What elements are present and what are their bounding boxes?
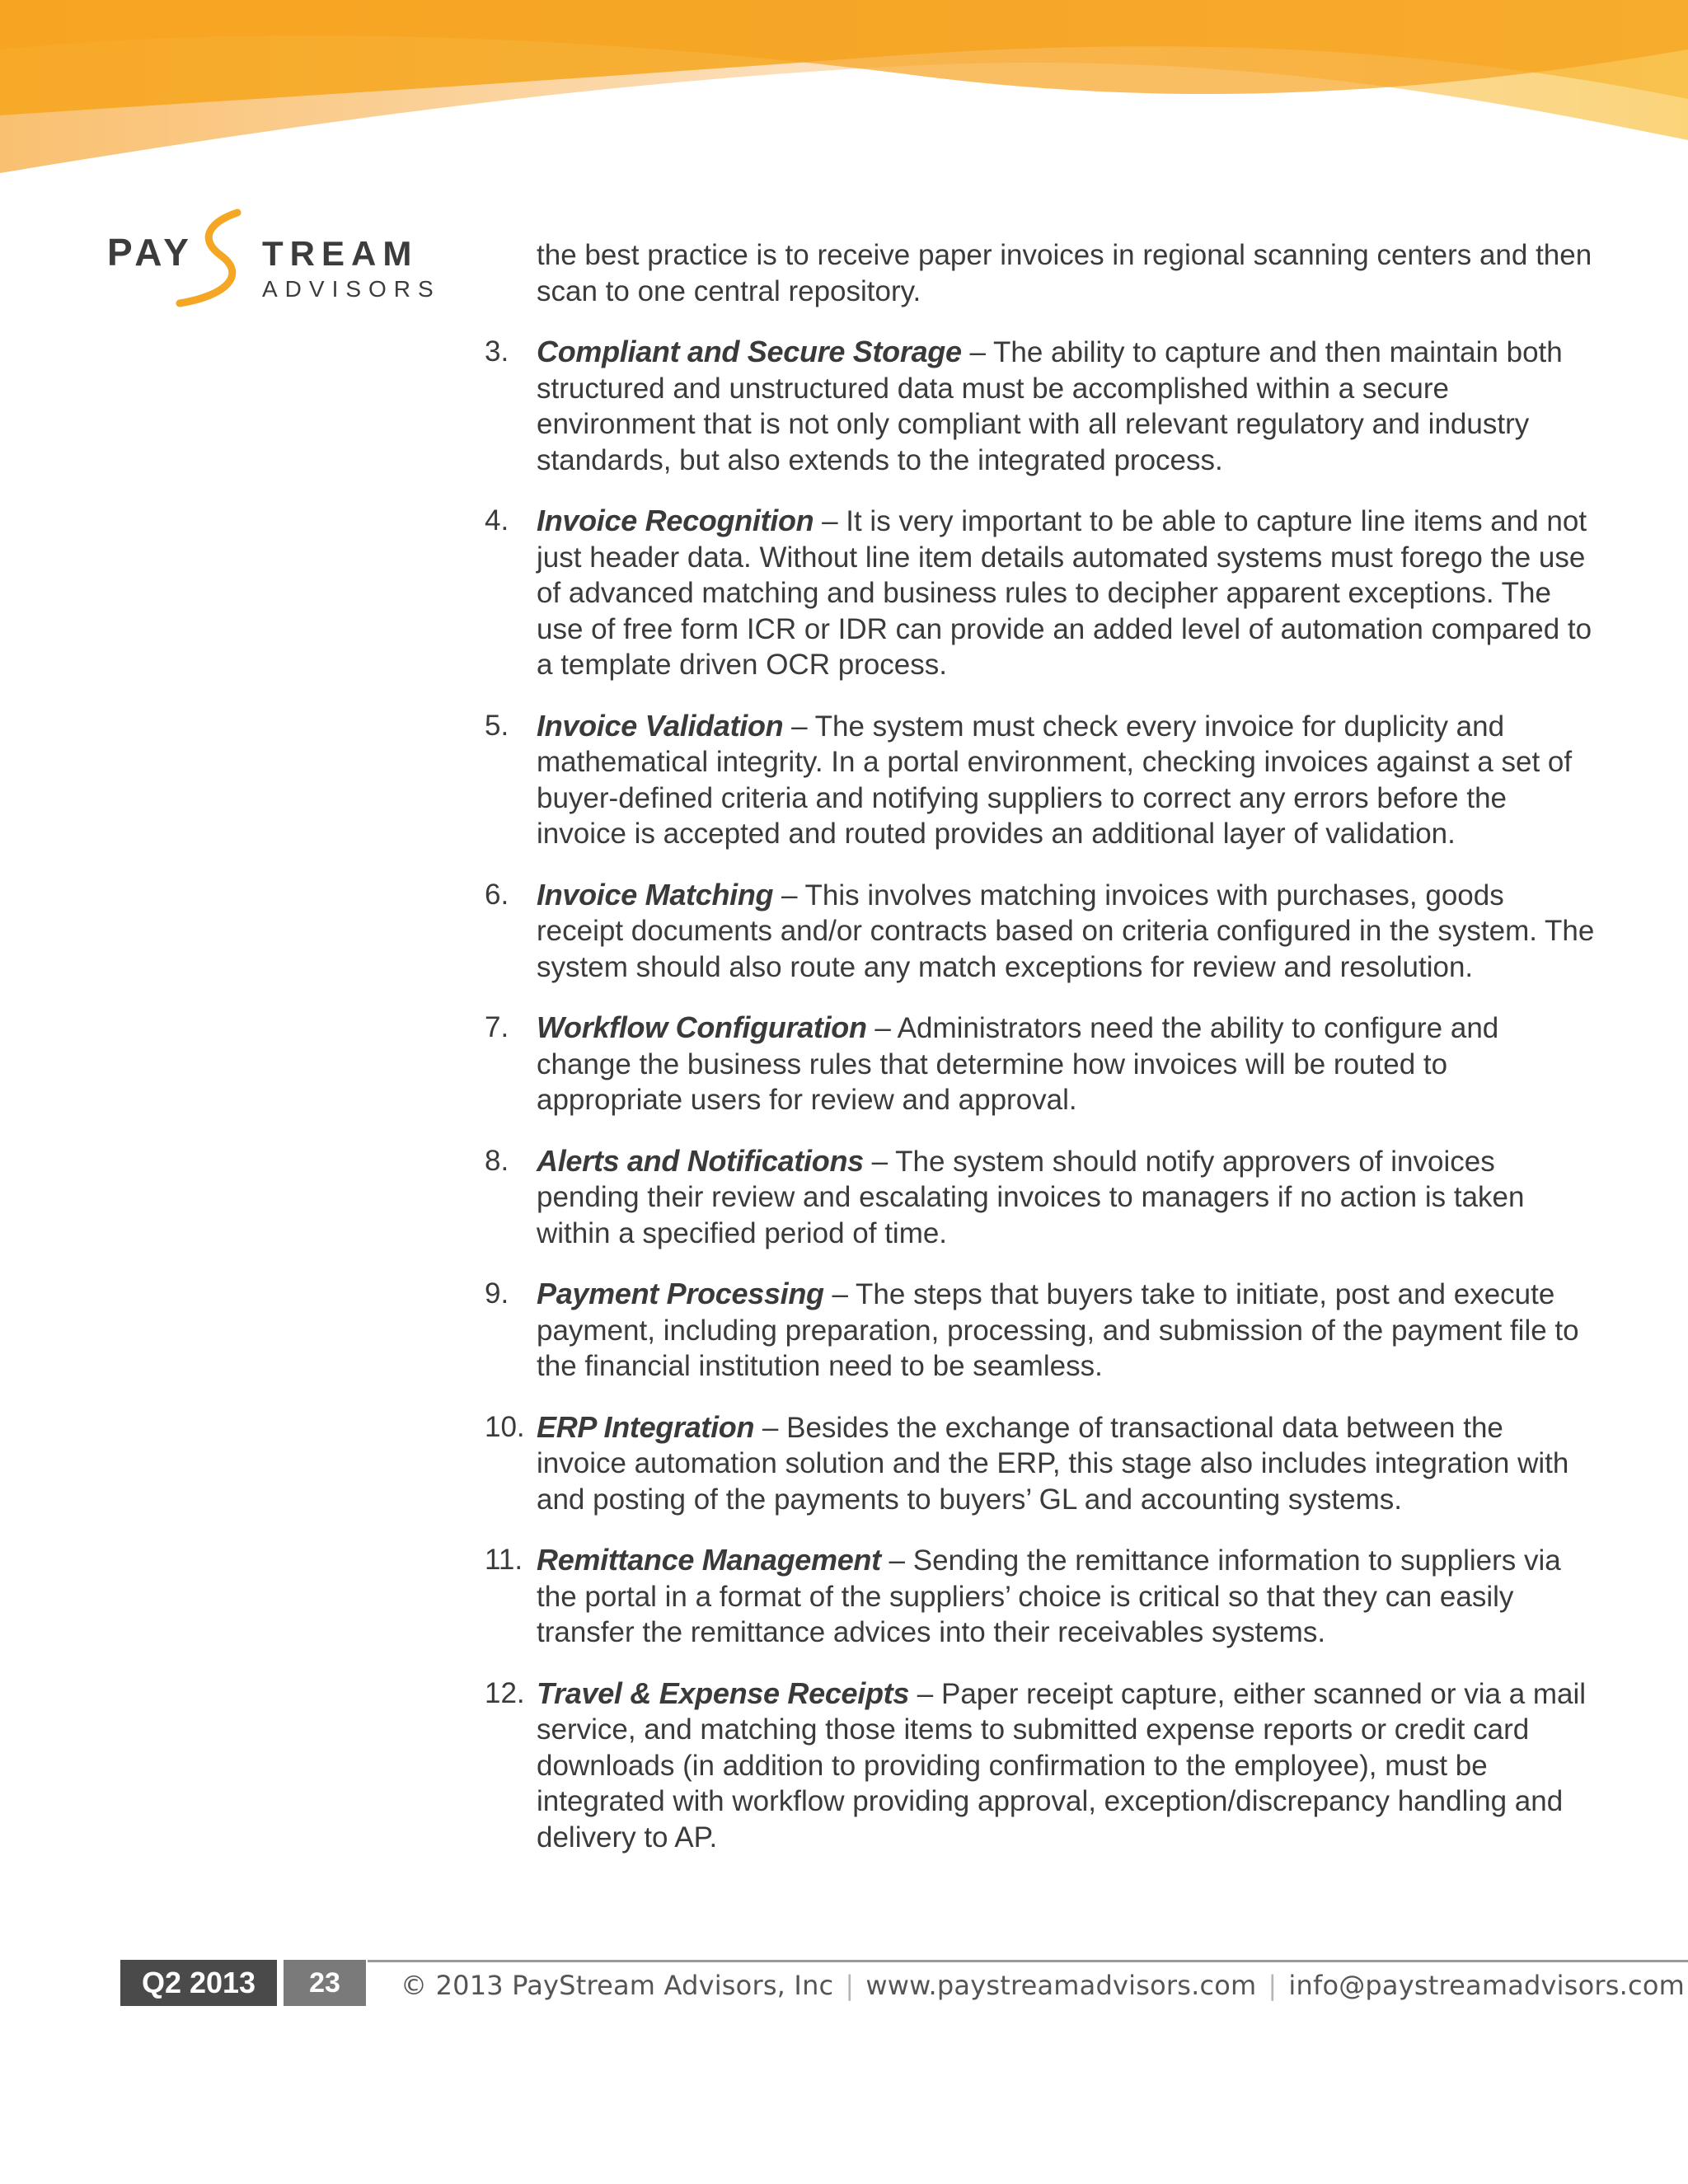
- list-item-number: 3.: [485, 335, 509, 368]
- list-item-number: 4.: [485, 504, 509, 537]
- website-link[interactable]: www.paystreamadvisors.com: [865, 1970, 1257, 2001]
- list-item-description: – It is very important to be able to capture line items and not just header data. Without line item details automated systems must forego the use of advanced matching and business rules to decipher apparent exceptions. The use of free form ICR or IDR can provide an added level of automation compared to a template driven OCR process.: [537, 505, 1592, 681]
- list-item-term: Invoice Recognition: [537, 504, 814, 537]
- list-item-number: 6.: [485, 878, 509, 911]
- list-item: [485, 1143, 1597, 1252]
- footer-contact: [401, 1970, 1685, 2001]
- separator: |: [1268, 1970, 1278, 2001]
- list-item-term: Invoice Validation: [537, 708, 784, 743]
- list-item-description: – Paper receipt capture, either scanned or via a mail service, and matching those items to submitted expense reports or credit card downloads (in addition to providing confirmation to the employee), must be integrated with workflow providing approval, exception/discrepancy handling and delivery to AP.: [537, 1677, 1587, 1854]
- list-item-term: Travel & Expense Receipts: [537, 1675, 910, 1710]
- list-item-number: 10.: [485, 1410, 525, 1443]
- svg-text:PAY: PAY: [107, 231, 194, 274]
- page-number: 23: [284, 1960, 366, 2006]
- list-item-term: Alerts and Notifications: [537, 1143, 864, 1178]
- list-item: [485, 877, 1597, 986]
- email-link[interactable]: info@paystreamadvisors.com: [1288, 1970, 1685, 2001]
- svg-text:ADVISORS: ADVISORS: [262, 276, 441, 302]
- paystream-logo: [97, 204, 443, 320]
- list-item: [485, 1542, 1597, 1651]
- svg-text:TREAM: TREAM: [262, 234, 419, 273]
- list-item: [485, 708, 1597, 852]
- copyright-text: © 2013 PayStream Advisors, Inc: [401, 1970, 834, 2001]
- list-item-description: – This involves matching invoices with purchases, goods receipt documents and/or contracts based on criteria configured in the system. The system should also route any match exceptions for review and resolution.: [537, 879, 1595, 983]
- numbered-list: [485, 334, 1597, 1855]
- list-item-term: Invoice Matching: [537, 877, 774, 912]
- list-item-description: – The steps that buyers take to initiate, post and execute payment, including preparation, processing, and submission of the payment file to the financial institution need to be seamless.: [537, 1278, 1579, 1382]
- list-item: [485, 334, 1597, 478]
- footer-rule: [368, 1960, 1688, 1962]
- list-item-description: – The system must check every invoice for duplicity and mathematical integrity. In a portal environment, checking invoices against a set of buyer-defined criteria and notifying suppliers to correct any errors before the invoice is accepted and routed provides an additional layer of validation.: [537, 710, 1573, 850]
- list-item: [485, 1409, 1597, 1518]
- list-item-term: Remittance Management: [537, 1543, 881, 1577]
- list-item-description: – The ability to capture and then maintain both structured and unstructured data must be accomplished within a secure environment that is not only compliant with all relevant regulatory and industry standards, but also extends to the integrated process.: [537, 336, 1563, 476]
- list-item-number: 12.: [485, 1676, 525, 1709]
- header-wave-banner: [0, 0, 1688, 198]
- list-item-description: – Administrators need the ability to configure and change the business rules that determine how invoices will be routed to appropriate users for review and approval.: [537, 1012, 1499, 1116]
- list-item-term: Workflow Configuration: [537, 1010, 867, 1044]
- list-item-term: ERP Integration: [537, 1409, 755, 1444]
- list-item-description: – Besides the exchange of transactional data between the invoice automation solution and the ERP, this stage also includes integration with and posting of the payments to buyers’ GL and accounting systems.: [537, 1411, 1569, 1516]
- list-item: [485, 1675, 1597, 1856]
- quarter-badge: Q2 2013: [120, 1960, 277, 2006]
- list-item-description: – Sending the remittance information to suppliers via the portal in a format of the suppliers’ choice is critical so that they can easily transfer the remittance advices into their receivables systems.: [537, 1544, 1561, 1648]
- separator: |: [845, 1970, 855, 2001]
- list-item: [485, 503, 1597, 683]
- list-item-number: 7.: [485, 1011, 509, 1043]
- list-item-term: Payment Processing: [537, 1277, 824, 1310]
- list-item-number: 11.: [485, 1544, 523, 1576]
- list-item-number: 9.: [485, 1277, 509, 1310]
- article-body: [485, 237, 1597, 1880]
- page-footer: [120, 1960, 1685, 2006]
- list-item: [485, 1276, 1597, 1385]
- list-item-number: 5.: [485, 709, 509, 742]
- list-item-description: – The system should notify approvers of invoices pending their review and escalating invoices to managers if no action is taken within a specified period of time.: [537, 1145, 1525, 1249]
- intro-paragraph: the best practice is to receive paper invoices in regional scanning centers and then scan to one central repository.: [537, 239, 1592, 307]
- list-item: [485, 1010, 1597, 1118]
- list-item-term: Compliant and Secure Storage: [537, 335, 962, 368]
- list-item-number: 8.: [485, 1144, 509, 1177]
